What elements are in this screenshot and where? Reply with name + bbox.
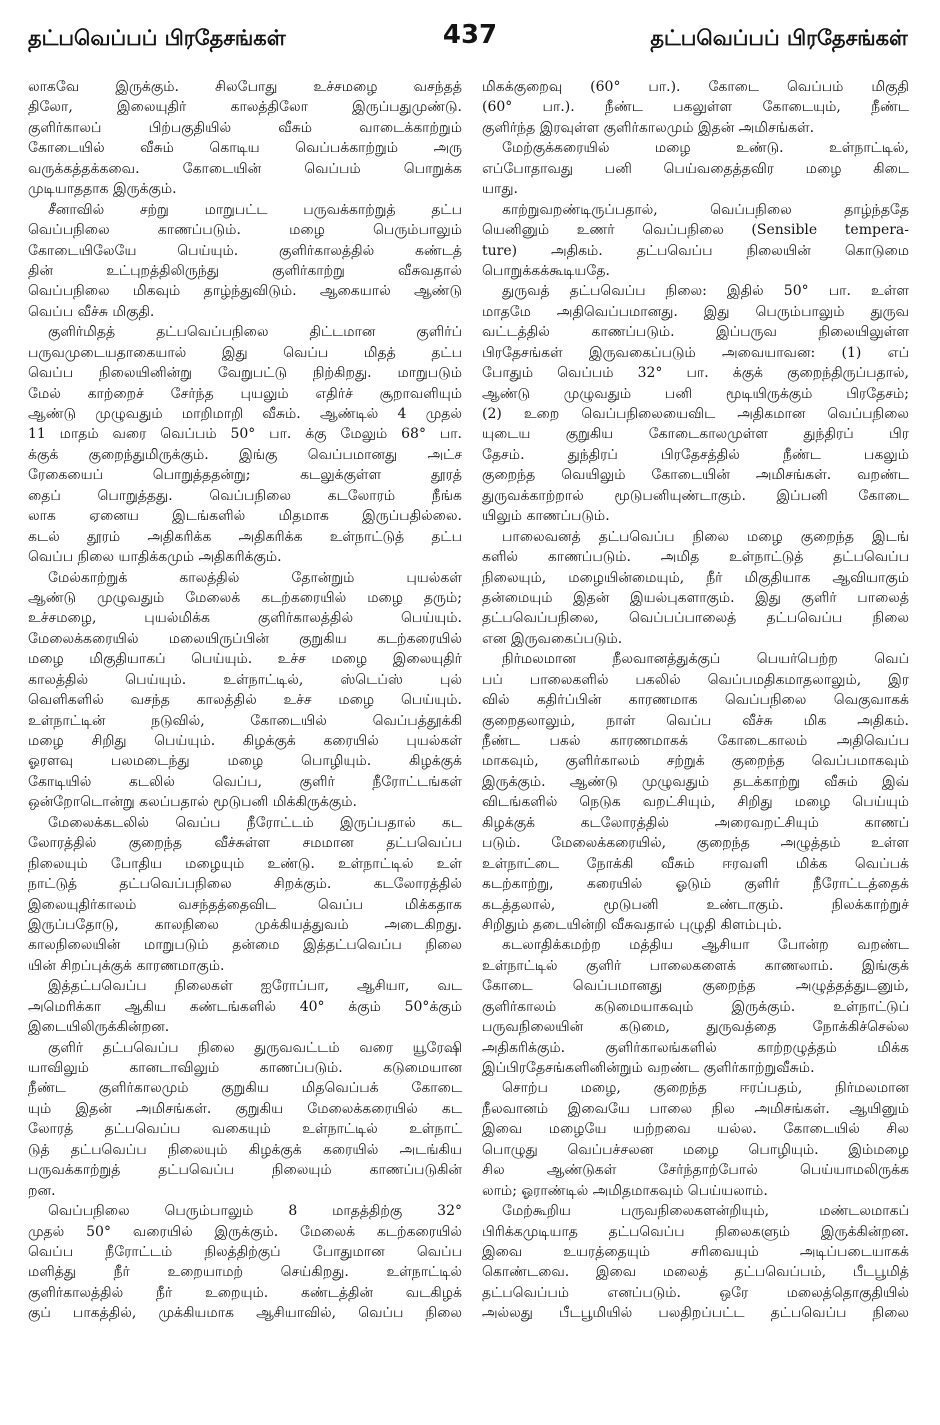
text-line: வெப்ப நிலை யாதிக்கமும் அதிகரிக்கும். bbox=[28, 549, 282, 566]
text-line: முடியாததாக இருக்கும். bbox=[28, 181, 177, 198]
text-line: நீண்ட பகல் காரணமாகக் கோடைகாலம் அதிவெப்ப bbox=[482, 733, 909, 749]
paragraph bbox=[28, 1201, 462, 1324]
page-number: 437 bbox=[442, 20, 498, 50]
text-line: படும். மேலைக்கரையில், குறைந்த அழுத்தம் உள்ள bbox=[482, 835, 909, 852]
text-line: கடல் தூரம் அதிகரிக்க அதிகரிக்க உள்நாட்டுத் தட்ப bbox=[28, 528, 462, 545]
text-line: தன்மையும் இதன் இயல்புகளாகும். இது குளிர் பாலைத் bbox=[482, 589, 909, 606]
text-line: களில் காணப்படும். அமித உள்நாட்டுத் தட்பவெப்ப bbox=[482, 549, 909, 566]
text-line: நிர்மலமான நீலவானத்துக்குப் பெயர்பெற்ற வெப் bbox=[502, 651, 909, 668]
text-line: காலத்தில் பெய்யும். உள்நாட்டில், ஸ்டெப்ஸ் புல் bbox=[28, 671, 462, 688]
text-line: பருவநிலையின் கடுமை, துருவத்தை நோக்கிச்செல்ல bbox=[482, 1019, 909, 1036]
text-line: தேசம். துந்திரப் பிரதேசத்தில் நீண்ட பகலும் bbox=[482, 446, 909, 463]
text-line: கொண்டவை. இவை மலைத் தட்பவெப்பம், பீடபூமித் bbox=[482, 1264, 909, 1281]
running-head-left: தட்பவெப்பப் பிரதேசங்கள் bbox=[28, 26, 286, 50]
text-line: குறைதலாலும், நாள் வெப்ப வீச்சு மிக அதிகம். bbox=[482, 712, 909, 729]
paragraph bbox=[482, 138, 909, 199]
text-line: இத்தட்பவெப்ப நிலைகள் ஐரோப்பா, ஆசியா, வட bbox=[48, 978, 462, 995]
text-line: வெப்ப நிலையினின்று வேறுபட்டு நிற்கிறது. மாறுபடும் bbox=[28, 365, 462, 382]
text-line: காலநிலையின் மாறுபடும் தன்மை இத்தட்பவெப்ப நிலை bbox=[28, 937, 462, 954]
text-line: ரேகையைப் பொறுத்ததன்று; கடலுக்குள்ள தூரத் bbox=[28, 467, 462, 484]
text-line: (60° பா.). நீண்ட பகலுள்ள கோடையும், நீண்ட bbox=[482, 99, 909, 116]
paragraph bbox=[482, 200, 909, 282]
text-line: பொறுக்கக்கூடியதே. bbox=[482, 262, 610, 279]
text-line: யாது. bbox=[482, 181, 518, 198]
text-line: இருக்கும். ஆண்டு முழுவதும் தடக்காற்று வீசும் இவ் bbox=[482, 773, 909, 790]
text-line: குளிர்காலப் பிற்பகுதியில் வீசும் வாடைக்காற்றும் bbox=[28, 119, 462, 136]
text-line: இவை உயரத்தையும் சரிவையும் அடிப்படையாகக் bbox=[482, 1243, 909, 1260]
text-line: கிழக்குக் கடலோரத்தில் அரைவறட்சியும் காணப் bbox=[482, 814, 909, 831]
text-line: மாகவும், குளிர்காலம் சற்றுக் குறைந்த வெப்பமாகவும் bbox=[482, 753, 909, 770]
text-line: பப் பாலைகளில் பகலில் வெப்பமதிகமாதலாலும், இர bbox=[482, 671, 909, 688]
text-line: யாவிலும் கானடாவிலும் காணப்படும். கடுமையான bbox=[28, 1060, 462, 1076]
text-line: வெப்பநிலை மிகவும் தாழ்ந்துவிடும். ஆகையால் ஆண்டு bbox=[28, 283, 462, 300]
text-line: தட்பவெப்பம் எனப்படும். ஒரே மலைத்தொகுதியில் bbox=[482, 1284, 909, 1301]
paragraph bbox=[482, 527, 909, 650]
text-line: முதல் 50° வரையில் இருக்கும். மேலைக் கடற்கரையில் bbox=[28, 1223, 462, 1240]
text-line: போதும் வெப்பம் 32° பா. க்குக் குறைந்திருப்பதால், bbox=[482, 365, 909, 382]
text-line: 11 மாதம் வரை வெப்பம் 50° பா. க்கு மேலும் 68° பா. bbox=[28, 426, 462, 443]
text-line: மேலைக்கரையில் மலையிருப்பின் குறுகிய கடற்கரையில் bbox=[28, 630, 462, 647]
paragraph bbox=[28, 77, 462, 200]
text-line: மாதமே அதிவெப்பமானது. இது பெரும்பாலும் துருவ bbox=[482, 303, 909, 320]
paragraph bbox=[28, 813, 462, 977]
text-line: காற்றுவறண்டிருப்பதால், வெப்பநிலை தாழ்ந்ததே bbox=[502, 201, 909, 218]
text-line: றன. bbox=[28, 1182, 56, 1199]
text-line: (2) உறை வெப்பநிலையைவிட அதிகமான வெப்பநிலை bbox=[482, 406, 909, 422]
paragraph bbox=[28, 200, 462, 323]
text-line: லோரத் தட்பவெப்ப வகையும் உள்நாட்டில் உள்நாட் bbox=[28, 1121, 462, 1138]
text-line: சொற்ப மழை, குறைந்த ஈரப்பதம், நிர்மலமான bbox=[502, 1080, 909, 1097]
text-line: குளிர் தட்பவெப்ப நிலை துருவவட்டம் வரை யூரேஷி bbox=[48, 1039, 462, 1056]
text-line: பொழுது வெப்பச்சலன மழை பொழியும். இம்மழை bbox=[482, 1141, 909, 1158]
text-line: உள்நாட்டின் நடுவில், கோடையில் வெப்பத்தூக்கி bbox=[28, 712, 462, 729]
text-line: யின் சிறப்புக்குக் காரணமாகும். bbox=[28, 957, 225, 974]
text-line: குப் பாகத்தில், முக்கியமாக ஆசியாவில், வெப்ப நிலை bbox=[28, 1305, 462, 1322]
text-line: திலோ, இலையுதிர் காலத்திலோ இருப்பதுமுண்டு. bbox=[28, 99, 462, 116]
text-line: இலையுதிர்காலம் வசந்தத்தைவிட வெப்ப மிக்கதாக bbox=[28, 896, 462, 913]
text-line: ஆண்டு முழுவதும் மாறிமாறி வீசும். ஆண்டில் 4 முதல் bbox=[28, 406, 462, 422]
text-line: என இருவகைப்படும். bbox=[482, 630, 623, 647]
text-line: உள்நாட்டை நோக்கி வீசும் ஈரவளி மிக்க வெப்பக் bbox=[482, 855, 909, 872]
text-line: கோடையிலேயே பெய்யும். குளிர்காலத்தில் கண்டத் bbox=[28, 242, 462, 259]
text-line: அல்லது பீடபூமியில் பலதிறப்பட்ட தட்பவெப்ப நிலை bbox=[482, 1305, 909, 1322]
paragraph bbox=[28, 322, 462, 567]
text-line: உச்சமழை, புயல்மிக்க குளிர்காலத்தில் பெய்யும். bbox=[28, 610, 462, 627]
text-line: ஒன்றோடொன்று கலப்பதால் மூடுபனி மிக்கிருக்கும். bbox=[28, 794, 357, 811]
text-line: வெப்பநிலை காணப்படும். மழை பெரும்பாலும் bbox=[28, 222, 462, 239]
text-line: பருவக்காற்றுத் தட்பவெப்ப நிலையும் காணப்படுகின் bbox=[28, 1162, 462, 1179]
paragraph bbox=[482, 1201, 909, 1324]
text-line: வெப்பநிலை பெரும்பாலும் 8 மாதத்திற்கு 32° bbox=[48, 1203, 462, 1220]
text-line: பிரதேசங்கள் இருவகைப்படும் அவையாவன: (1) எப் bbox=[482, 344, 909, 361]
paragraph bbox=[28, 568, 462, 813]
text-line: இருப்பதோடு, காலநிலை முக்கியத்துவம் அடைகிறது. bbox=[28, 916, 462, 933]
text-line: துருவத் தட்பவெப்ப நிலை: இதில் 50° பா. உள்ள bbox=[502, 283, 909, 300]
text-line: மேல்காற்றுக் காலத்தில் தோன்றும் புயல்கள் bbox=[48, 569, 462, 586]
text-line: யிலும் காணப்படும். bbox=[482, 508, 610, 525]
text-line: கடற்காற்று, கரையில் ஓடும் குளிர் நீரோட்டத்தைக் bbox=[482, 876, 909, 893]
text-line: வட்டத்தில் காணப்படும். இப்பருவ நிலையிலுள்ள bbox=[482, 324, 909, 341]
text-line: சீனாவில் சற்று மாறுபட்ட பருவக்காற்றுத் தட்ப bbox=[48, 201, 462, 218]
paragraph bbox=[482, 281, 909, 526]
text-line: ஆண்டு முழுவதும் மேலைக் கடற்கரையில் மழை தரும்; bbox=[28, 589, 462, 606]
text-line: லாக ஏனைய இடங்களில் மிதமாக இருப்பதில்லை. bbox=[28, 508, 462, 525]
text-line: நிலையும், மழையின்மையும், நீர் மிகுதியாக ஆவியாகும் bbox=[482, 569, 909, 586]
text-line: வெளிகளில் வசந்த காலத்தில் உச்ச மழை பெய்யும். bbox=[28, 692, 462, 709]
text-line: மேற்குக்கரையில் மழை உண்டு. உள்நாட்டில், bbox=[502, 140, 909, 157]
text-line: வெப்ப நீரோட்டம் நிலத்திற்குப் போதுமான வெப்ப bbox=[28, 1243, 462, 1260]
text-line: குளிர்ந்த இரவுள்ள குளிர்காலமும் இதன் அமிசங்கள். bbox=[482, 119, 815, 136]
paragraph bbox=[28, 976, 462, 1037]
text-line: தைப் பொறுத்தது. வெப்பநிலை கடலோரம் நீங்க bbox=[28, 487, 462, 504]
text-line: இடையிலிருக்கின்றன. bbox=[28, 1019, 170, 1036]
right-column bbox=[482, 77, 909, 1324]
text-line: வெப்ப வீச்சு மிகுதி. bbox=[28, 303, 155, 320]
paragraph bbox=[482, 77, 909, 138]
text-line: துருவக்காற்றால் மூடுபனியுண்டாகும். இப்பனி கோடை bbox=[482, 487, 909, 504]
text-line: சிறிதும் தடையின்றி வீசுவதால் புழுதி கிளம்பும். bbox=[482, 916, 783, 933]
text-line: தின் உட்புறத்திலிருந்து குளிர்காற்று வீசுவதால் bbox=[28, 262, 462, 279]
text-line: நாட்டுத் தட்பவெப்பநிலை சிறக்கும். கடலோரத்தில் bbox=[28, 876, 462, 893]
paragraph bbox=[482, 649, 909, 935]
left-column bbox=[28, 77, 462, 1324]
paragraph bbox=[482, 1078, 909, 1201]
text-line: மழை மிகுதியாகப் பெய்யும். உச்ச மழை இலையுதிர் bbox=[28, 651, 462, 668]
text-line: குளிர்காலத்தில் நீர் உறையும். கண்டத்தின் வடகிழக் bbox=[28, 1284, 462, 1301]
text-line: இவை மழையே யற்றவை யல்ல. கோடையில் சில bbox=[482, 1121, 909, 1138]
text-line: யும் இதன் அமிசங்கள். குறுகிய மேலைக்கரையில் கட bbox=[28, 1100, 462, 1117]
text-line: கடலாதிக்கமற்ற மத்திய ஆசியா போன்ற வறண்ட bbox=[502, 937, 909, 954]
text-line: குளிர்காலம் கடுமையாகவும் இருக்கும். உள்நாட்டுப் bbox=[482, 998, 909, 1015]
text-line: மளித்து நீர் உறையாமற் செய்கிறது. உள்நாட்டில் bbox=[28, 1264, 462, 1281]
text-line: மேற்கூறிய பருவநிலைகளன்றியும், மண்டலமாகப் bbox=[502, 1203, 909, 1220]
text-line: வருக்கத்தக்கவை. கோடையின் வெப்பம் பொறுக்க bbox=[28, 160, 462, 177]
text-line: சில ஆண்டுகள் சேர்ந்தாற்போல் பெய்யாமலிருக்க bbox=[482, 1162, 909, 1179]
text-line: குளிர்மிதத் தட்பவெப்பநிலை திட்டமான குளிர்ப் bbox=[48, 324, 462, 341]
running-head-right: தட்பவெப்பப் பிரதேசங்கள் bbox=[650, 26, 908, 50]
text-line: ture) அதிகம். தட்பவெப்ப நிலையின் கொடுமை bbox=[482, 242, 909, 259]
text-line: பருவமுடையதாகையால் இது வெப்ப மிதத் தட்ப bbox=[28, 344, 462, 361]
text-line: லாகவே இருக்கும். சிலபோது உச்சமழை வசந்தத் bbox=[28, 79, 462, 95]
text-line: அதிகரிக்கும். குளிர்காலங்களில் காற்றழுத்தம் மிக்க bbox=[482, 1039, 909, 1056]
text-line: யுடைய குறுகிய கோடைகாலமுள்ள துந்திரப் பிர bbox=[482, 426, 909, 443]
text-line: எப்போதாவது பனி பெய்வதைத்தவிர மழை கிடை bbox=[482, 160, 909, 177]
paragraph bbox=[28, 1038, 462, 1202]
text-line: அமெரிக்கா ஆகிய கண்டங்களில் 40° க்கும் 50°க்கும் bbox=[28, 998, 462, 1015]
text-line: ஓரளவு பலமடைந்து மழை பொழியும். கிழக்குக் bbox=[28, 753, 462, 770]
text-line: மேலைக்கடலில் வெப்ப நீரோட்டம் இருப்பதால் கட bbox=[48, 814, 462, 831]
text-line: மிகக்குறைவு (60° பா.). கோடை வெப்பம் மிகுதி bbox=[482, 79, 909, 95]
paragraph bbox=[482, 935, 909, 1078]
text-line: ஆண்டு முழுவதும் பனி மூடியிருக்கும் பிரதேசம்; bbox=[482, 385, 909, 402]
text-line: குறைந்த வெயிலும் கோடையின் அமிசங்கள். வறண்ட bbox=[482, 467, 909, 484]
text-line: க்குக் குறைந்துமிருக்கும். இங்கு வெப்பமானது அட்ச bbox=[28, 446, 462, 463]
text-line: லோரத்தில் குறைந்த வீச்சுள்ள சமமான தட்பவெப்ப bbox=[28, 835, 462, 852]
text-line: பிரிக்கமுடியாத தட்பவெப்ப நிலைகளும் இருக்கின்றன. bbox=[482, 1223, 909, 1240]
text-line: நீலவானம் இவையே பாலை நில அமிசங்கள். ஆயினும் bbox=[482, 1100, 909, 1117]
text-line: கடத்தலால், மூடுபனி உண்டாகும். நிலக்காற்றுச் bbox=[482, 896, 909, 913]
text-line: மழை சிறிது பெய்யும். கிழக்குக் கரையில் புயல்கள் bbox=[28, 733, 462, 749]
text-line: தட்பவெப்பநிலை, வெப்பப்பாலைத் தட்பவெப்ப நிலை bbox=[482, 610, 909, 627]
text-line: உள்நாட்டில் குளிர் பாலைகளைக் காணலாம். இங்குக் bbox=[482, 957, 909, 974]
text-line: நீண்ட குளிர்காலமும் குறுகிய மிதவெப்பக் கோடை bbox=[28, 1080, 462, 1097]
text-line: விடங்களில் நெடுக வறட்சியும், சிறிது மழை பெய்யும் bbox=[482, 794, 909, 811]
text-line: இப்பிரதேசங்களினின்றும் வறண்ட குளிர்காற்றுவீசும். bbox=[482, 1060, 815, 1076]
text-line: டுத் தட்பவெப்ப நிலையும் கிழக்குக் கரையில் அடங்கிய bbox=[28, 1141, 462, 1158]
text-line: கோடையில் வீசும் கொடிய வெப்பக்காற்றும் அரு bbox=[28, 140, 462, 157]
text-line: நிலையும் போதிய மழையும் உண்டு. உள்நாட்டில் உள் bbox=[28, 855, 462, 872]
text-line: யெனினும் உணர் வெப்பநிலை (Sensible tempera- bbox=[482, 222, 909, 239]
text-line: பாலைவனத் தட்பவெப்ப நிலை மழை குறைந்த இடங் bbox=[502, 528, 909, 545]
text-line: கோடியில் கடலில் வெப்ப, குளிர் நீரோட்டங்கள் bbox=[28, 773, 462, 790]
text-line: மேல் காற்றைச் சேர்ந்த புயலும் எதிர்ச் சூறாவளியும் bbox=[28, 385, 462, 402]
text-line: லாம்; ஓராண்டில் அமிதமாகவும் பெய்யலாம். bbox=[482, 1182, 768, 1199]
text-line: கோடை வெப்பமானது குறைந்த அழுத்தத்துடனும், bbox=[482, 978, 909, 995]
text-line: வில் கதிர்ப்பின் காரணமாக வெப்பநிலை வெகுவாகக் bbox=[482, 692, 909, 709]
